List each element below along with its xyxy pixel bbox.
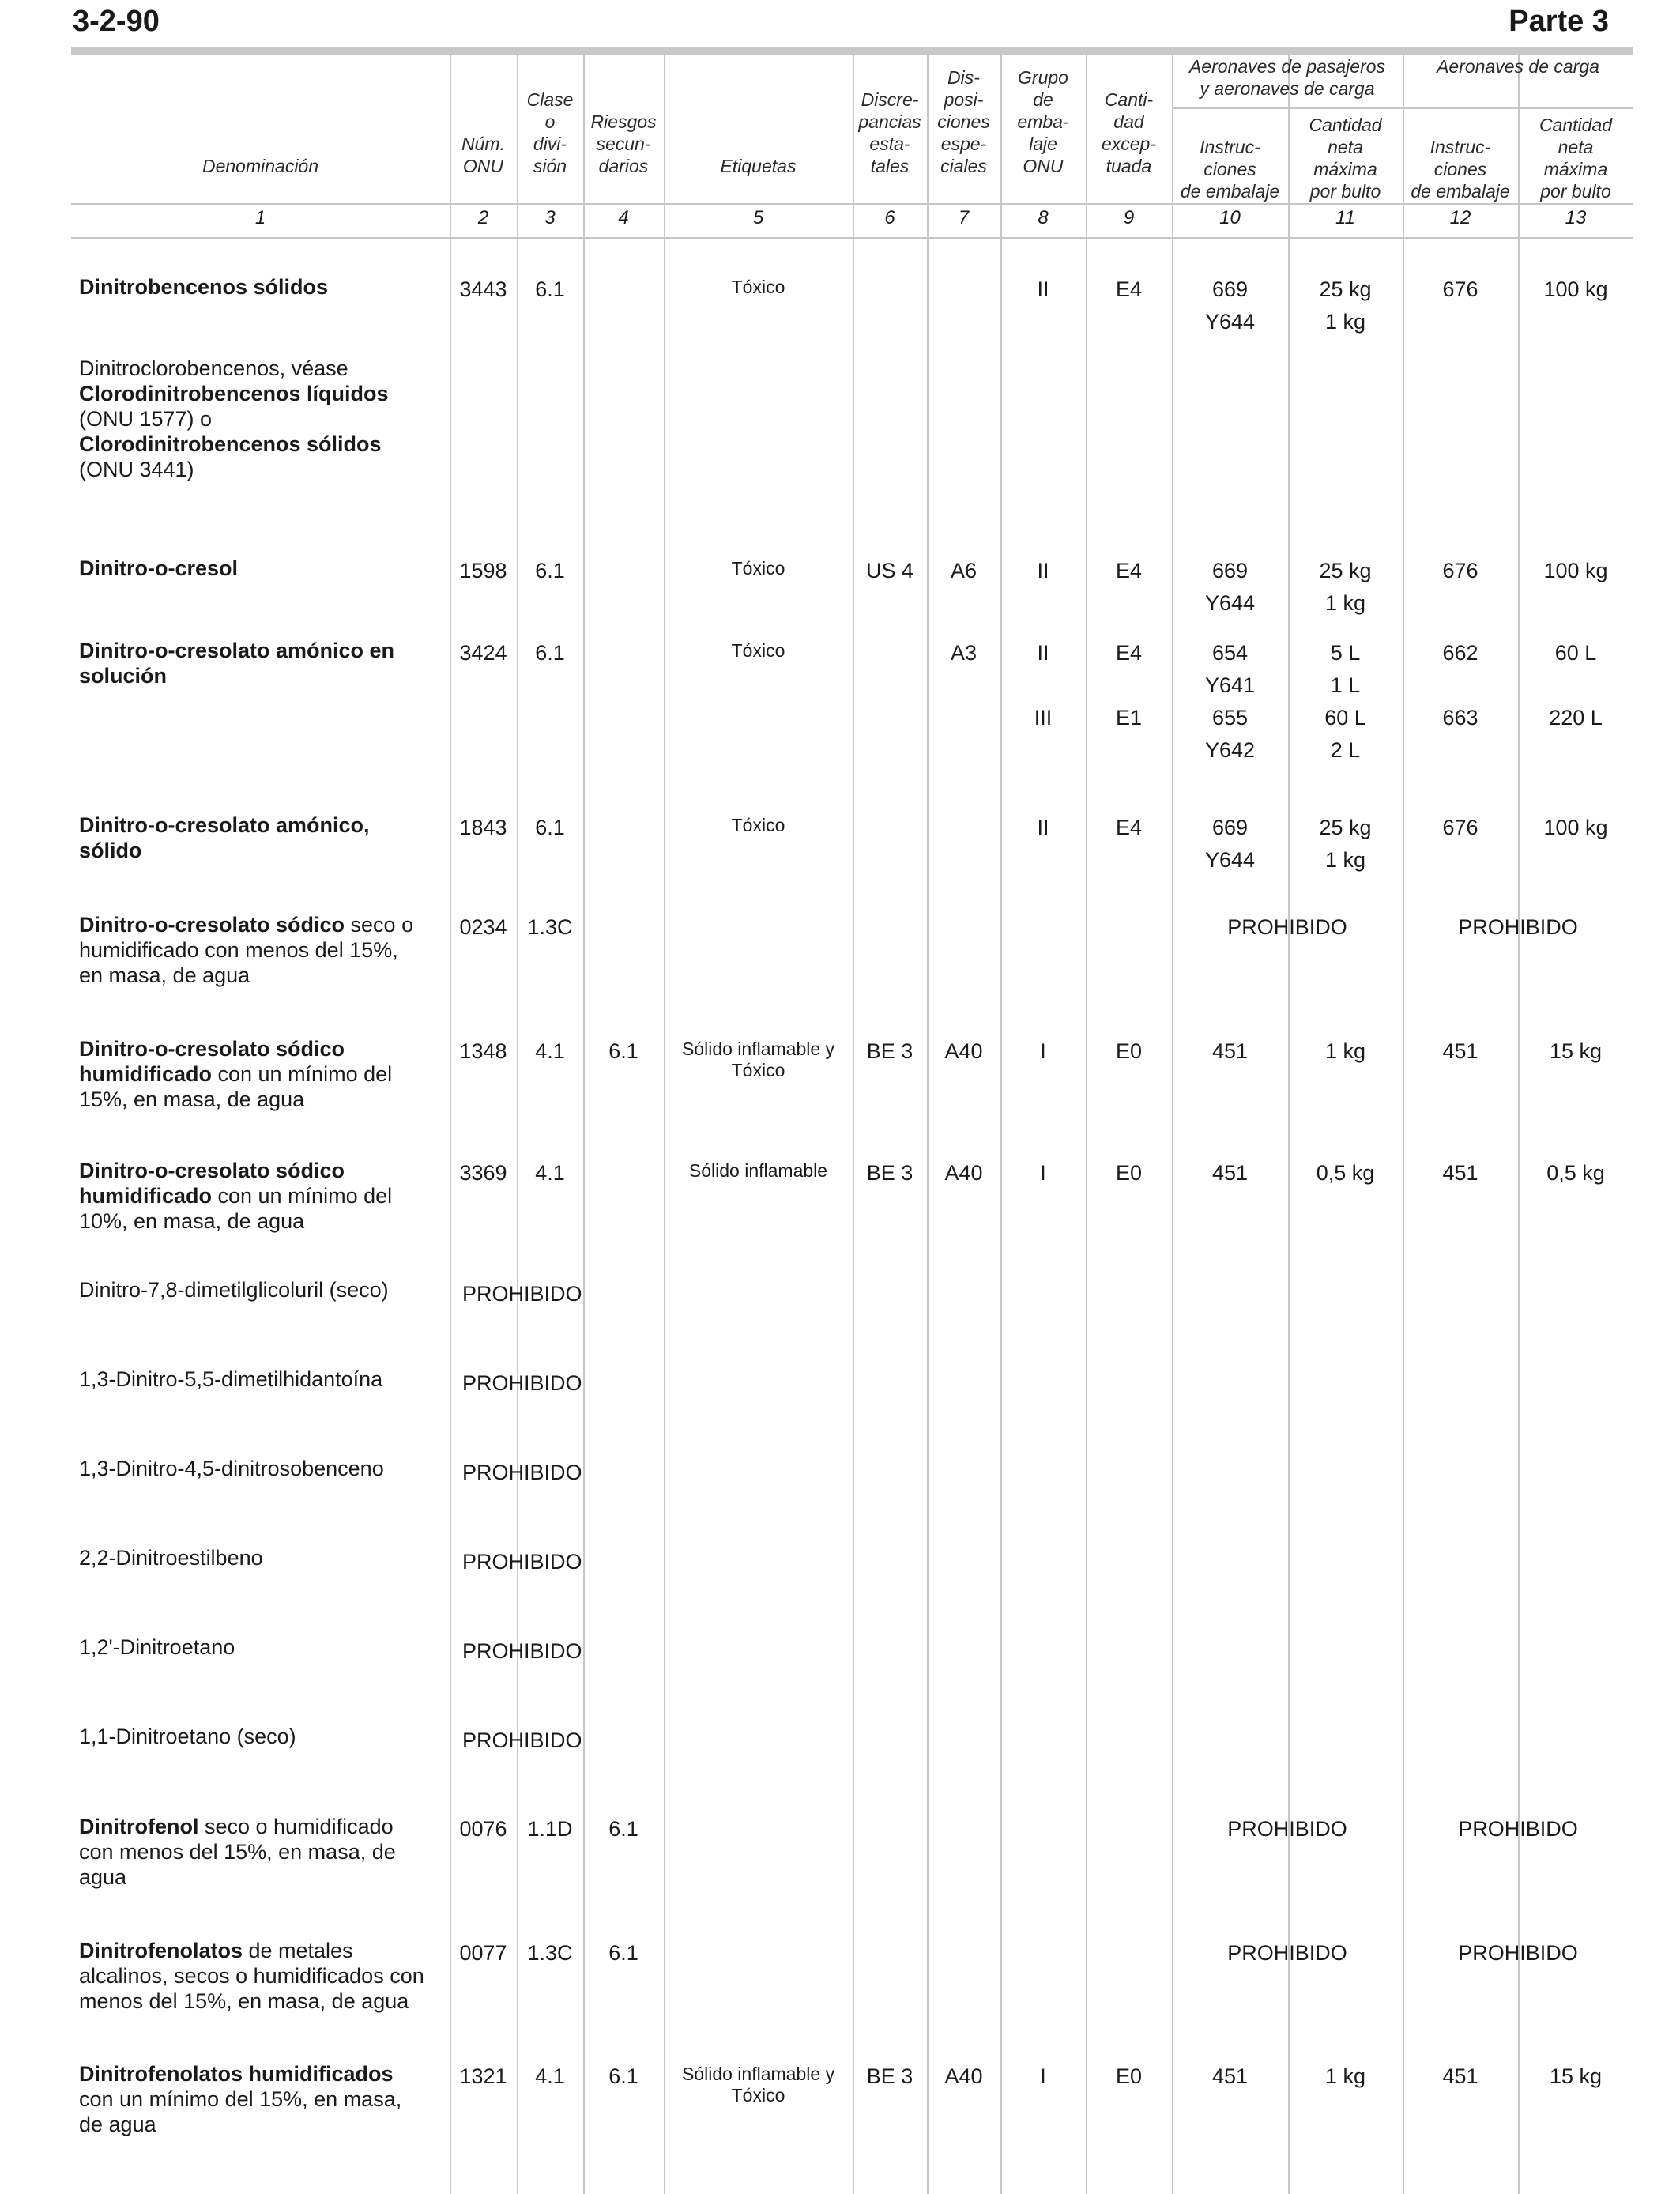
max-qty-pax: 1 L [1330, 673, 1361, 697]
packing-instruction-pax: 451 [1211, 1039, 1249, 1063]
col-header-qty-cargo: Cantidad neta máxima por bulto [1539, 115, 1613, 202]
packing-instruction-cargo: 662 [1442, 641, 1478, 665]
max-qty-pax: 1 kg [1324, 591, 1366, 615]
excepted-qty: E4 [1115, 641, 1143, 665]
max-qty-cargo: 60 L [1554, 641, 1597, 665]
packing-group: II [1037, 559, 1049, 582]
max-qty-pax: 1 kg [1324, 1039, 1366, 1063]
forbidden-pax: PROHIBIDO [1227, 915, 1347, 939]
max-qty-pax: 5 L [1330, 641, 1361, 665]
col-number: 1 [254, 207, 266, 228]
max-qty-pax: 25 kg [1319, 277, 1372, 301]
max-qty-cargo: 100 kg [1543, 559, 1608, 582]
subsidiary-risk: 6.1 [608, 1817, 638, 1841]
col-number: 10 [1219, 207, 1241, 228]
excepted-qty: E1 [1115, 706, 1143, 729]
col-number: 2 [477, 207, 489, 228]
entry-name: Dinitro-o-cresol [79, 556, 239, 580]
state-variation: BE 3 [866, 1161, 913, 1185]
un-number: 3424 [459, 641, 507, 665]
col-number: 12 [1449, 207, 1471, 228]
hazard-class: 1.1D [527, 1817, 573, 1841]
un-number: 1348 [459, 1039, 507, 1063]
packing-group: I [1040, 1161, 1046, 1185]
max-qty-pax: 1 kg [1324, 310, 1366, 334]
packing-group: I [1040, 1039, 1046, 1063]
hazard-class: 4.1 [535, 1161, 565, 1185]
packing-group: II [1037, 277, 1049, 301]
entry-name: Dinitrobencenos sólidos [79, 275, 329, 299]
packing-group: III [1034, 706, 1053, 729]
max-qty-cargo: 100 kg [1543, 816, 1608, 839]
col-header-discrepancias: Discre- pancias esta- tales [858, 89, 921, 176]
packing-group: II [1037, 641, 1049, 665]
hazard-label: Tóxico [731, 640, 785, 661]
entry-name: Dinitro-o-cresolato amónico en solución [79, 639, 395, 688]
entry-name: 1,1-Dinitroetano (seco) [79, 1725, 296, 1748]
col-header-disposiciones: Dis- posi- ciones espe- ciales [937, 67, 990, 176]
un-number: 3443 [459, 277, 507, 301]
special-provision: A6 [950, 559, 977, 582]
entry-name: Dinitro-o-cresolato sódico seco o humidificado con menos del 15%, en masa, de agua [79, 913, 414, 987]
max-qty-pax: 1 kg [1324, 2064, 1366, 2088]
packing-instruction-pax: Y641 [1204, 673, 1256, 697]
col-header-instr-cargo: Instruc- ciones de embalaje [1411, 137, 1510, 202]
col-header-denominacion: Denominación [202, 156, 319, 176]
header-rule [71, 47, 1633, 55]
packing-instruction-pax: 451 [1211, 2064, 1249, 2088]
col-number: 9 [1123, 207, 1135, 228]
forbidden-pax: PROHIBIDO [1227, 1817, 1347, 1841]
entry-name: Dinitro-o-cresolato sódico humidificado con un mínimo del 15%, en masa, de agua [79, 1037, 393, 1111]
entry-name: Dinitrofenolatos humidificados con un mínimo del 15%, en masa, de agua [79, 2062, 402, 2136]
packing-instruction-cargo: 676 [1442, 559, 1478, 582]
col-number: 7 [958, 207, 970, 228]
group-header-cargo: Aeronaves de carga [1437, 56, 1599, 77]
col-header-instr-pax: Instruc- ciones de embalaje [1180, 137, 1280, 202]
max-qty-pax: 1 kg [1324, 848, 1366, 872]
packing-instruction-pax: 669 [1211, 816, 1249, 839]
packing-instruction-pax: Y644 [1204, 848, 1256, 872]
forbidden-cargo: PROHIBIDO [1458, 1817, 1578, 1841]
packing-instruction-pax: 669 [1211, 559, 1249, 582]
col-header-num-onu: Núm. ONU [461, 134, 505, 176]
packing-group: I [1040, 2064, 1046, 2088]
hazard-class: 4.1 [535, 2064, 565, 2088]
forbidden-status: PROHIBIDO [462, 1639, 582, 1663]
entry-name: Dinitrofenolatos de metales alcalinos, secos o humidificados con menos del 15%, en masa, de agua [79, 1939, 424, 2013]
col-number: 8 [1038, 207, 1049, 228]
special-provision: A3 [950, 641, 977, 665]
packing-instruction-cargo: 663 [1442, 706, 1478, 729]
col-header-cantidad-exceptuada: Canti- dad excep- tuada [1101, 89, 1157, 176]
forbidden-status: PROHIBIDO [462, 1371, 582, 1395]
group-header-passenger: Aeronaves de pasajeros y aeronaves de carga [1188, 56, 1386, 99]
packing-instruction-pax: 669 [1211, 277, 1249, 301]
hazard-class: 1.3C [527, 1941, 573, 1965]
un-number: 3369 [459, 1161, 507, 1185]
special-provision: A40 [944, 1039, 983, 1063]
packing-instruction-cargo: 451 [1442, 1161, 1478, 1185]
entry-name: 2,2-Dinitroestilbeno [79, 1546, 263, 1570]
excepted-qty: E0 [1115, 2064, 1143, 2088]
col-header-qty-pax: Cantidad neta máxima por bulto [1309, 115, 1382, 202]
excepted-qty: E0 [1115, 1039, 1143, 1063]
hazard-class: 6.1 [535, 277, 565, 301]
forbidden-status: PROHIBIDO [462, 1728, 582, 1752]
entry-name: 1,3-Dinitro-4,5-dinitrosobenceno [79, 1457, 384, 1480]
excepted-qty: E4 [1115, 277, 1143, 301]
un-number: 1598 [459, 559, 507, 582]
subsidiary-risk: 6.1 [608, 1941, 638, 1965]
hazard-class: 4.1 [535, 1039, 565, 1063]
entry-name: Dinitro-o-cresolato amónico, sólido [79, 813, 370, 862]
col-number: 4 [618, 207, 629, 228]
hazard-class: 6.1 [535, 641, 565, 665]
col-number: 13 [1565, 207, 1587, 228]
forbidden-cargo: PROHIBIDO [1458, 1941, 1578, 1965]
entry-name: 1,2'-Dinitroetano [79, 1635, 235, 1659]
packing-instruction-pax: 451 [1211, 1161, 1249, 1185]
packing-instruction-pax: Y644 [1204, 310, 1256, 334]
entry-name: Dinitrofenol seco o humidificado con menos del 15%, en masa, de agua [79, 1815, 396, 1889]
state-variation: US 4 [865, 559, 914, 582]
subsidiary-risk: 6.1 [608, 1039, 638, 1063]
hazard-label: Sólido inflamable y Tóxico [681, 1039, 835, 1080]
max-qty-cargo: 220 L [1549, 706, 1603, 729]
max-qty-pax: 2 L [1330, 738, 1361, 762]
entry-name: Dinitro-o-cresolato sódico humidificado con un mínimo del 10%, en masa, de agua [79, 1159, 393, 1233]
excepted-qty: E4 [1115, 559, 1143, 582]
packing-instruction-pax: 654 [1211, 641, 1249, 665]
max-qty-cargo: 15 kg [1549, 1039, 1603, 1063]
forbidden-status: PROHIBIDO [462, 1550, 582, 1574]
un-number: 0077 [459, 1941, 507, 1965]
max-qty-cargo: 15 kg [1549, 2064, 1603, 2088]
forbidden-pax: PROHIBIDO [1227, 1941, 1347, 1965]
un-number: 0234 [459, 915, 507, 939]
state-variation: BE 3 [866, 2064, 913, 2088]
hazard-label: Tóxico [731, 558, 785, 579]
packing-group: II [1037, 816, 1049, 839]
col-number: 11 [1335, 207, 1355, 228]
un-number: 1321 [459, 2064, 507, 2088]
subsidiary-risk: 6.1 [608, 2064, 638, 2088]
cross-reference: Dinitroclorobencenos, véase Clorodinitrobencenos líquidos (ONU 1577) o Clorodinitrobencenos sólidos (ONU 3441) [79, 356, 389, 481]
max-qty-cargo: 0,5 kg [1546, 1161, 1605, 1185]
packing-instruction-cargo: 451 [1442, 2064, 1478, 2088]
hazard-label: Tóxico [731, 815, 785, 835]
excepted-qty: E4 [1115, 816, 1143, 839]
un-number: 0076 [459, 1817, 507, 1841]
forbidden-status: PROHIBIDO [462, 1282, 582, 1306]
max-qty-pax: 0,5 kg [1316, 1161, 1375, 1185]
hazard-class: 1.3C [527, 915, 573, 939]
max-qty-pax: 25 kg [1319, 559, 1372, 582]
state-variation: BE 3 [866, 1039, 913, 1063]
un-number: 1843 [459, 816, 507, 839]
packing-instruction-cargo: 676 [1442, 816, 1478, 839]
packing-instruction-cargo: 451 [1442, 1039, 1478, 1063]
hazard-label: Tóxico [731, 277, 785, 297]
max-qty-pax: 25 kg [1319, 816, 1372, 839]
col-header-riesgos: Riesgos secun- darios [590, 111, 657, 176]
hazard-class: 6.1 [535, 559, 565, 582]
entry-name: Dinitro-7,8-dimetilglicoluril (seco) [79, 1278, 389, 1302]
entry-name: 1,3-Dinitro-5,5-dimetilhidantoína [79, 1367, 383, 1391]
forbidden-cargo: PROHIBIDO [1458, 915, 1578, 939]
max-qty-cargo: 100 kg [1543, 277, 1608, 301]
packing-instruction-pax: 655 [1211, 706, 1249, 729]
packing-instruction-pax: Y642 [1204, 738, 1256, 762]
packing-instruction-pax: Y644 [1204, 591, 1256, 615]
col-header-grupo-embalaje: Grupo de emba- laje ONU [1017, 67, 1069, 176]
special-provision: A40 [944, 2064, 983, 2088]
page-reference: 3-2-90 [73, 5, 160, 38]
col-number: 6 [884, 207, 895, 228]
col-header-clase: Clase o divi- sión [526, 89, 574, 176]
packing-instruction-cargo: 676 [1442, 277, 1478, 301]
hazard-label: Sólido inflamable [688, 1160, 828, 1181]
special-provision: A40 [944, 1161, 983, 1185]
hazard-class: 6.1 [535, 816, 565, 839]
col-header-etiquetas: Etiquetas [720, 156, 797, 176]
col-number: 3 [544, 207, 556, 228]
max-qty-pax: 60 L [1324, 706, 1366, 729]
excepted-qty: E0 [1115, 1161, 1143, 1185]
part-title: Parte 3 [1509, 5, 1609, 38]
hazard-label: Sólido inflamable y Tóxico [681, 2064, 835, 2105]
forbidden-status: PROHIBIDO [462, 1461, 582, 1484]
col-number: 5 [752, 207, 764, 228]
